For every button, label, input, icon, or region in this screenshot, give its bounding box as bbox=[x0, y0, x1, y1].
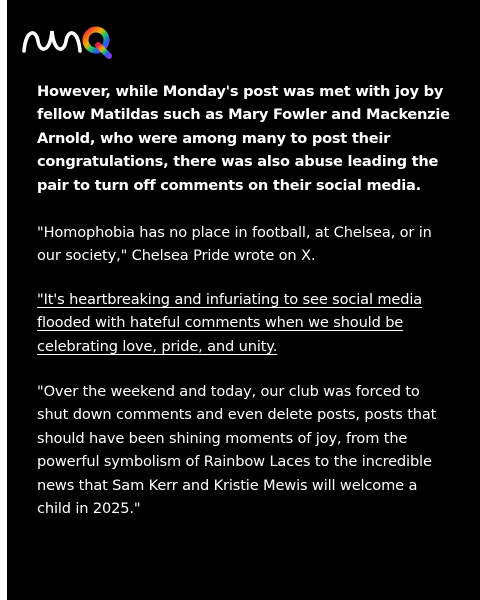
post-card bbox=[7, 0, 480, 600]
paragraph-intro: However, while Monday's post was met with joy by fellow Matildas such as Mary Fowler and Mackenzie Arnold, who were among many to post their congratulations, there was also abuse leading the pair to turn off comments on their social media. bbox=[37, 83, 450, 194]
abc-q-logo-icon bbox=[20, 19, 112, 63]
paragraph-club-statement: "Over the weekend and today, our club was forced to shut down comments and even delete posts, posts that should have been shining moments of joy, from the powerful symbolism of Rainbow Laces to the incredible news that Sam Kerr and Kristie Mewis will welcome a child in 2025." bbox=[37, 383, 437, 518]
paragraph-linked-quote[interactable]: "It's heartbreaking and infuriating to see social media flooded with hateful comments when we should be celebrating love, pride, and unity. bbox=[37, 291, 423, 355]
paragraph-quote-chelsea-pride: "Homophobia has no place in football, at Chelsea, or in our society," Chelsea Pride wrote on X. bbox=[37, 224, 432, 265]
